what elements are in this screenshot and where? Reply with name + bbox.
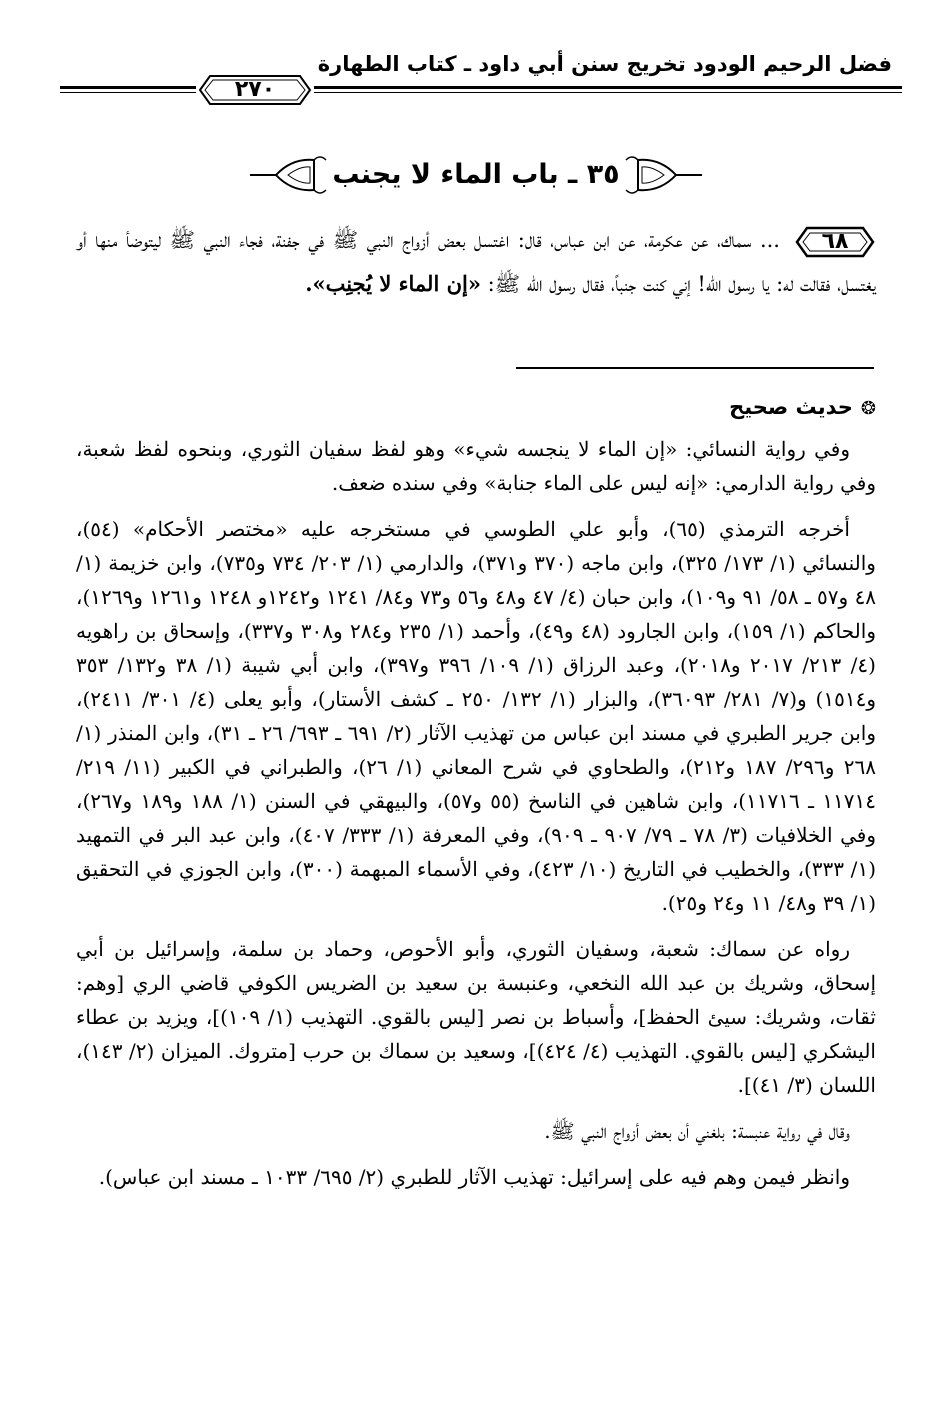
- chapter-title: ٣٥ ـ باب الماء لا يجنب: [332, 159, 620, 190]
- paragraph-variant-wordings: وفي رواية النسائي: «إن الماء لا ينجسه شيء» وهو لفظ سفيان الثوري، وبنحوه لفظ شعبة، وفي رواية الدارمي: «إنه ليس على الماء جنابة» وفي سنده ضعف.: [76, 437, 876, 495]
- commentary: [76, 432, 876, 1206]
- hadith-number-badge: [794, 224, 876, 260]
- paragraph-anbasa: وقال في رواية عنبسة: بلغني أن بعض أزواج النبي ﷺ.: [544, 1119, 850, 1143]
- paragraph-see-also: وانظر فيمن وهم فيه على إسرائيل: تهذيب الآثار للطبري (٢/ ٦٩٥/ ١٠٣٣ ـ مسند ابن عباس).: [98, 1165, 850, 1189]
- hadith-grade: [729, 390, 876, 426]
- grade-marker-icon: ❂: [860, 398, 876, 419]
- header-rule: [60, 86, 902, 89]
- running-title: فضل الرحيم الودود تخريج سنن أبي داود ـ كتاب الطهارة: [317, 52, 892, 76]
- paragraph-narrators: رواه عن سماك: شعبة، وسفيان الثوري، وأبو الأحوص، وحماد بن سلمة، وإسرائيل بن أبي إسحاق، وشريك بن عبد الله النخعي، وعنبسة بن سعيد بن الضريس الكوفي قاضي الري [وهم: ثقات، وشريك: سيئ الحفظ]، وأسباط بن نصر [ليس بالقوي. التهذيب (١/ ١٠٩)]، ويزيد بن عطاء اليشكري [ليس بالقوي. التهذيب (٤/ ٤٢٤)]، وسعيد بن سماك بن حرب [متروك. الميزان (٢/ ١٤٣)، اللسان (٣/ ٤١)].: [76, 937, 876, 1097]
- page-number: ٢٧٠: [234, 77, 276, 102]
- hadith-narration: ... سماك، عن عكرمة، عن ابن عباس، قال: اغتسل بعض أزواج النبي ﷺ في جفنة، فجاء النبي ﷺ ليتوضأ منها أو يغتسل، فقالت له: يا رسول الله! إني كنت جنباً، فقال رسول الله ﷺ:: [76, 228, 876, 296]
- chapter-heading: [248, 150, 704, 200]
- grade-label: حديث صحيح: [729, 395, 853, 419]
- hadith-number: ٦٨: [821, 228, 849, 254]
- header-rule-thin: [60, 92, 902, 93]
- hadith-text: [76, 218, 876, 306]
- page-number-frame: [196, 72, 314, 108]
- paragraph-takhrij: أخرجه الترمذي (٦٥)، وأبو علي الطوسي في مستخرجه عليه «مختصر الأحكام» (٥٤)، والنسائي (١/ ١٧٣/ ٣٢٥)، وابن ماجه (٣٧٠ و٣٧١)، والدارمي (١/ ٢٠٣/ ٧٣٤ و٧٣٥)، وابن خزيمة (١/ ٤٨ و٥٧ ـ ٥٨/ ٩١ و١٠٩)، وابن حبان (٤/ ٤٧ و٤٨ و٥٦ و٧٣ و٨٤/ ١٢٤١ و١٢٤٢و ١٢٤٨ و١٢٦١ و١٢٦٩)، والحاكم (١/ ١٥٩)، وابن الجارود (٤٨ و٤٩)، وأحمد (١/ ٢٣٥ و٢٨٤ و٣٠٨ و٣٣٧)، وإسحاق بن راهويه (٤/ ٢١٣/ ٢٠١٧ و٢٠١٨)، وعبد الرزاق (١/ ١٠٩/ ٣٩٦ و٣٩٧)، وابن أبي شيبة (١/ ٣٨ و١٣٢/ ٣٥٣ و١٥١٤) و(٧/ ٢٨١/ ٣٦٠٩٣)، والبزار (١/ ١٣٢/ ٢٥٠ ـ كشف الأستار)، وأبو يعلى (٤/ ٣٠١/ ٢٤١١)، وابن جرير الطبري في مسند ابن عباس من تهذيب الآثار (٢/ ٦٩١ ـ ٦٩٣/ ٢٦ ـ ٣١)، وابن المنذر (١/ ٢٦٨ و٢٩٦/ ١٨٧ و٢١٢)، والطحاوي في شرح المعاني (١/ ٢٦)، والطبراني في الكبير (١١/ ٢١٩/ ١١٧١٤ ـ ١١٧١٦)، وابن شاهين في الناسخ (٥٥ و٥٧)، والبيهقي في السنن (١/ ١٨٨ و١٨٩ و٢٦٧)، وفي الخلافيات (٣/ ٧٨ ـ ٧٩/ ٩٠٧ ـ ٩٠٩)، وفي المعرفة (١/ ٣٣٣/ ٤٠٧)، وابن عبد البر في التمهيد (١/ ٣٣٣)، والخطيب في التاريخ (١٠/ ٤٢٣)، وفي الأسماء المبهمة (٣٠٠)، وابن الجوزي في التحقيق (١/ ٣٩ و٤٨/ ١١ و٢٤ و٢٥).: [76, 517, 877, 915]
- section-divider: [516, 367, 874, 369]
- hadith-quote: «إن الماء لا يُجنِب».: [305, 271, 481, 296]
